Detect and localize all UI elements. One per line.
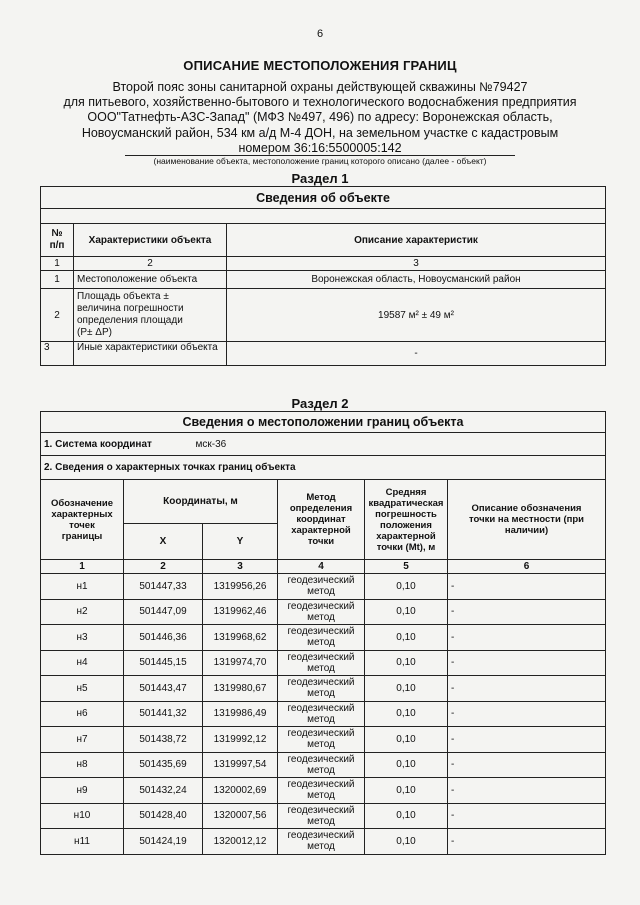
point-y: 1319968,62 xyxy=(203,625,278,651)
header-description: Описание характеристик xyxy=(227,224,606,257)
point-marking: - xyxy=(448,752,606,778)
point-method: геодезический метод xyxy=(278,778,365,804)
header-method: Метод определения координат характерной точки xyxy=(278,480,365,560)
point-error: 0,10 xyxy=(365,676,448,702)
table-row xyxy=(41,574,606,600)
point-x: 501424,19 xyxy=(124,829,203,855)
table-row xyxy=(41,778,606,804)
table-row xyxy=(41,803,606,829)
header-designation: Обозначение характерных точек границы xyxy=(41,480,124,560)
header-num: № п/п xyxy=(41,224,74,257)
coord-system-value: мск-36 xyxy=(195,438,227,450)
section2-table xyxy=(40,411,606,855)
col-number: 2 xyxy=(74,257,227,271)
point-method: геодезический метод xyxy=(278,574,365,600)
point-name: н5 xyxy=(41,676,124,702)
point-marking: - xyxy=(448,727,606,753)
point-error: 0,10 xyxy=(365,803,448,829)
point-name: н9 xyxy=(41,778,124,804)
point-name: н11 xyxy=(41,829,124,855)
description-line: номером 36:16:5500005:142 xyxy=(238,140,402,155)
table-row xyxy=(41,701,606,727)
point-x: 501447,33 xyxy=(124,574,203,600)
col-number: 2 xyxy=(124,560,203,574)
col-number: 4 xyxy=(278,560,365,574)
header-y: Y xyxy=(203,524,278,560)
point-name: н3 xyxy=(41,625,124,651)
points-heading: 2. Сведения о характерных точках границ объекта xyxy=(41,456,606,480)
coord-system-label: 1. Система координат xyxy=(44,438,152,450)
point-x: 501445,15 xyxy=(124,650,203,676)
table-row xyxy=(41,271,606,289)
row-characteristic: Площадь объекта ± величина погрешности определения площади (P± ΔP) xyxy=(74,289,227,342)
point-name: н8 xyxy=(41,752,124,778)
point-x: 501435,69 xyxy=(124,752,203,778)
row-num: 2 xyxy=(41,289,74,342)
point-name: н10 xyxy=(41,803,124,829)
row-value: - xyxy=(227,342,606,366)
spacer-row xyxy=(41,209,606,224)
coord-system-row xyxy=(41,433,606,456)
header-characteristics: Характеристики объекта xyxy=(74,224,227,257)
point-marking: - xyxy=(448,599,606,625)
section2-label: Раздел 2 xyxy=(291,396,349,411)
section1-heading: Сведения об объекте xyxy=(41,187,606,209)
point-error: 0,10 xyxy=(365,701,448,727)
row-num: 3 xyxy=(41,342,74,366)
point-error: 0,10 xyxy=(365,574,448,600)
points-body xyxy=(41,574,606,855)
point-error: 0,10 xyxy=(365,829,448,855)
row-num: 1 xyxy=(41,271,74,289)
point-name: н2 xyxy=(41,599,124,625)
col-number: 1 xyxy=(41,560,124,574)
row-characteristic: Местоположение объекта xyxy=(74,271,227,289)
point-method: геодезический метод xyxy=(278,829,365,855)
header-x: X xyxy=(124,524,203,560)
description-line: ООО"Татнефть-АЗС-Запад" (МФЗ №497, 496) по адресу: Воронежская область, xyxy=(87,110,553,125)
point-error: 0,10 xyxy=(365,599,448,625)
point-y: 1320002,69 xyxy=(203,778,278,804)
col-number: 5 xyxy=(365,560,448,574)
header-error: Средняя квадратическая погрешность положения характерной точки (Mt), м xyxy=(365,480,448,560)
point-error: 0,10 xyxy=(365,752,448,778)
point-x: 501438,72 xyxy=(124,727,203,753)
point-method: геодезический метод xyxy=(278,676,365,702)
header-coords: Координаты, м xyxy=(124,480,278,524)
col-number: 3 xyxy=(227,257,606,271)
table-row xyxy=(41,829,606,855)
point-name: н7 xyxy=(41,727,124,753)
table-row xyxy=(41,625,606,651)
point-error: 0,10 xyxy=(365,650,448,676)
point-y: 1319974,70 xyxy=(203,650,278,676)
point-y: 1320012,12 xyxy=(203,829,278,855)
row-value: Воронежская область, Новоусманский район xyxy=(227,271,606,289)
table-row xyxy=(41,599,606,625)
point-method: геодезический метод xyxy=(278,803,365,829)
point-y: 1319956,26 xyxy=(203,574,278,600)
point-x: 501447,09 xyxy=(124,599,203,625)
point-error: 0,10 xyxy=(365,625,448,651)
point-method: геодезический метод xyxy=(278,727,365,753)
point-marking: - xyxy=(448,701,606,727)
table-row xyxy=(41,752,606,778)
point-marking: - xyxy=(448,650,606,676)
point-method: геодезический метод xyxy=(278,701,365,727)
description-line: Второй пояс зоны санитарной охраны действующей скважины №79427 xyxy=(112,80,528,94)
table-row xyxy=(41,342,606,366)
description-line: для питьевого, хозяйственно-бытового и технологического водоснабжения предприятия xyxy=(63,95,577,110)
row-characteristic: Иные характеристики объекта xyxy=(74,342,227,366)
point-y: 1319962,46 xyxy=(203,599,278,625)
col-number: 6 xyxy=(448,560,606,574)
col-number: 1 xyxy=(41,257,74,271)
page-number: 6 xyxy=(316,28,324,40)
col-number: 3 xyxy=(203,560,278,574)
point-y: 1319992,12 xyxy=(203,727,278,753)
point-y: 1319980,67 xyxy=(203,676,278,702)
point-marking: - xyxy=(448,803,606,829)
object-description xyxy=(40,80,600,156)
description-line: Новоусманский район, 534 км а/д М-4 ДОН, на земельном участке с кадастровым xyxy=(81,125,559,140)
caption: (наименование объекта, местоположение границ которого описано (далее - объект) xyxy=(153,156,487,166)
point-x: 501446,36 xyxy=(124,625,203,651)
point-y: 1319997,54 xyxy=(203,752,278,778)
point-name: н6 xyxy=(41,701,124,727)
table-row xyxy=(41,676,606,702)
point-name: н4 xyxy=(41,650,124,676)
row-value: 19587 м² ± 49 м² xyxy=(227,289,606,342)
point-error: 0,10 xyxy=(365,727,448,753)
header-marking: Описание обозначения точки на местности (при наличии) xyxy=(448,480,606,560)
point-method: геодезический метод xyxy=(278,752,365,778)
table-row xyxy=(41,727,606,753)
point-x: 501432,24 xyxy=(124,778,203,804)
point-method: геодезический метод xyxy=(278,625,365,651)
section1-label: Раздел 1 xyxy=(291,171,349,186)
point-y: 1320007,56 xyxy=(203,803,278,829)
point-error: 0,10 xyxy=(365,778,448,804)
section2-heading: Сведения о местоположении границ объекта xyxy=(41,412,606,433)
point-marking: - xyxy=(448,625,606,651)
point-marking: - xyxy=(448,574,606,600)
point-x: 501443,47 xyxy=(124,676,203,702)
section1-table xyxy=(40,186,606,366)
point-method: геодезический метод xyxy=(278,599,365,625)
point-marking: - xyxy=(448,778,606,804)
document-title: ОПИСАНИЕ МЕСТОПОЛОЖЕНИЯ ГРАНИЦ xyxy=(183,58,457,73)
point-name: н1 xyxy=(41,574,124,600)
point-method: геодезический метод xyxy=(278,650,365,676)
point-marking: - xyxy=(448,676,606,702)
point-x: 501428,40 xyxy=(124,803,203,829)
point-x: 501441,32 xyxy=(124,701,203,727)
point-y: 1319986,49 xyxy=(203,701,278,727)
table-row xyxy=(41,650,606,676)
point-marking: - xyxy=(448,829,606,855)
table-row xyxy=(41,289,606,342)
